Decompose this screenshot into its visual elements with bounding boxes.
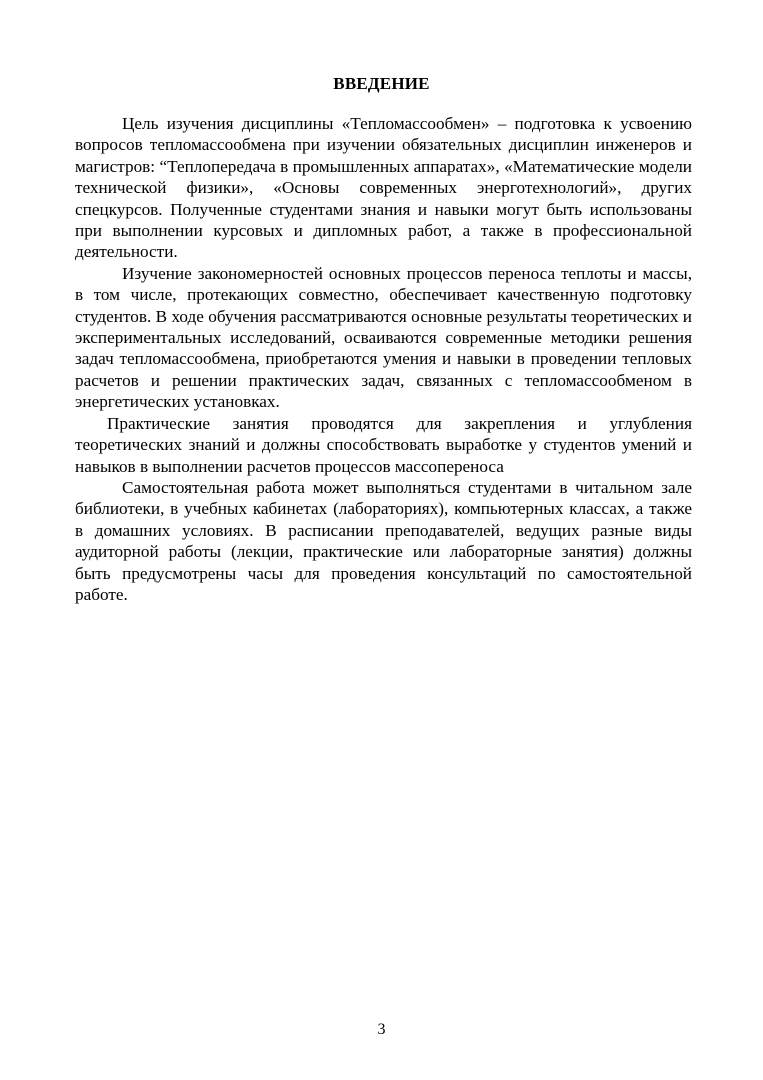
body-text	[75, 113, 692, 605]
paragraph-practical-classes: Практические занятия проводятся для закрепления и углубления теоретических знаний и должны способствовать выработке у студентов умений и навыков в выполнении расчетов процессов массопереноса	[75, 413, 692, 476]
paragraph-purpose: Цель изучения дисциплины «Тепломассообмен» – подготовка к усвоению вопросов тепломассообмена при изучении обязательных дисциплин инженеров и магистров: “Теплопередача в промышленных аппаратах», «Математические модели технической физики», «Основы современных энерготехнологий», других спецкурсов. Полученные студентами знания и навыки могут быть использованы при выполнении курсовых и дипломных работ, а также в профессиональной деятельности.	[75, 114, 692, 262]
page-number: 3	[377, 1021, 386, 1038]
page-title: ВВЕДЕНИЕ	[333, 74, 430, 93]
paragraph-study-processes: Изучение закономерностей основных процессов переноса теплоты и массы, в том числе, протекающих совместно, обеспечивает качественную подготовку студентов. В ходе обучения рассматриваются основные результаты теоретических и экспериментальных исследований, осваиваются современные методики решения задач тепломассообмена, приобретаются умения и навыки в проведении тепловых расчетов и решении практических задач, связанных с тепломассообменом в энергетических установках.	[75, 263, 692, 412]
paragraph-independent-work: Самостоятельная работа может выполняться студентами в читальном зале библиотеки, в учебных кабинетах (лабораториях), компьютерных классах, а также в домашних условиях. В расписании преподавателей, ведущих разные виды аудиторной работы (лекции, практические или лабораторные занятия) должны быть предусмотрены часы для проведения консультаций по самостоятельной работе.	[75, 477, 692, 604]
